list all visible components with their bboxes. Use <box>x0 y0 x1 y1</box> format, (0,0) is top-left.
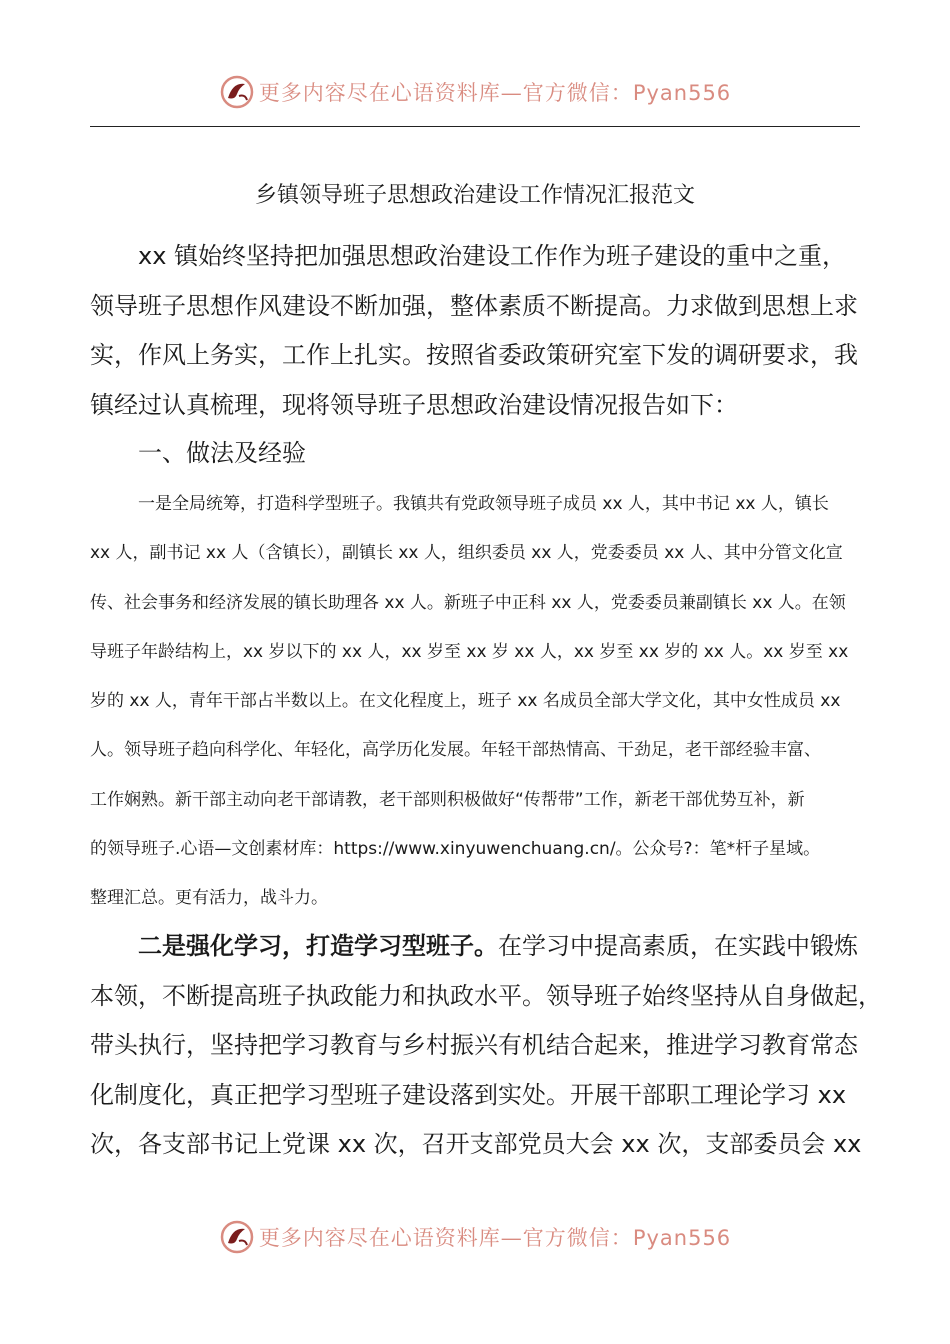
intro-line: xx 镇始终坚持把加强思想政治建设工作作为班子建设的重中之重， <box>138 242 847 270</box>
section2-line: 化制度化，真正把学习型班子建设落到实处。开展干部职工理论学习 xx <box>90 1080 847 1109</box>
section2-first-rest: 在学习中提高素质，在实践中锻炼 <box>498 932 858 960</box>
xinyu-logo-icon <box>219 1219 255 1255</box>
intro-line: 实，作风上务实，工作上扎实。按照省委政策研究室下发的调研要求，我 <box>90 341 858 369</box>
section1-line: 人。领导班子趋向科学化、年轻化，高学历化发展。年轻干部热情高、干劲足，老干部经验丰富、 <box>90 740 821 761</box>
section-heading-1: 一、做法及经验 <box>138 439 306 467</box>
section1-line: 导班子年龄结构上，xx 岁以下的 xx 人，xx 岁至 xx 岁 xx 人，xx 岁至 xx 岁的 xx 人。xx 岁至 xx <box>90 641 849 662</box>
header-wechat-id: Pyan556 <box>632 81 732 105</box>
section1-line: 一是全局统筹，打造科学型班子。我镇共有党政领导班子成员 xx 人，其中书记 xx 人，镇长 <box>138 494 829 514</box>
document-title: 乡镇领导班子思想政治建设工作情况汇报范文 <box>254 183 695 208</box>
section1-line: 的领导班子.心语—文创素材库：https://www.xinyuwenchuang.cn/。公众号?：笔*杆子星域。 <box>90 839 821 860</box>
header-banner <box>0 70 950 114</box>
intro-paragraph <box>90 232 860 430</box>
footer-banner-text: 更多内容尽在心语资料库—官方微信：Pyan556 <box>258 1226 732 1250</box>
section2-line: 带头执行，坚持把学习教育与乡村振兴有机结合起来，推进学习教育常态 <box>90 1031 858 1059</box>
header-divider <box>90 126 860 127</box>
intro-line: 领导班子思想作风建设不断加强，整体素质不断提高。力求做到思想上求 <box>90 291 858 320</box>
xinyu-logo-icon <box>219 74 255 110</box>
section1-line: 传、社会事务和经济发展的镇长助理各 xx 人。新班子中正科 xx 人，党委委员兼副镇长 xx 人。在领 <box>90 592 846 613</box>
header-banner-text: 更多内容尽在心语资料库—官方微信：Pyan556 <box>258 81 732 105</box>
section2-bold-heading: 二是强化学习，打造学习型班子。 <box>138 932 498 960</box>
section2-line: 本领，不断提高班子执政能力和执政水平。领导班子始终坚持从自身做起， <box>90 981 882 1010</box>
section2-paragraph <box>90 922 882 1170</box>
section1-line: xx 人，副书记 xx 人（含镇长），副镇长 xx 人，组织委员 xx 人，党委委员 xx 人、其中分管文化宣 <box>90 543 843 564</box>
intro-line: 镇经过认真梳理，现将领导班子思想政治建设情况报告如下： <box>90 390 738 419</box>
section1-line: 岁的 xx 人，青年干部占半数以上。在文化程度上，班子 xx 名成员全部大学文化，其中女性成员 xx <box>90 691 841 712</box>
section2-line: 次，各支部书记上党课 xx 次，召开支部党员大会 xx 次，支部委员会 xx <box>90 1130 862 1158</box>
section2-first-line <box>90 922 860 972</box>
section1-line: 整理汇总。更有活力，战斗力。 <box>90 888 328 909</box>
footer-banner <box>0 1215 950 1259</box>
footer-wechat-id: Pyan556 <box>632 1226 732 1250</box>
section1-paragraph <box>90 480 860 924</box>
section1-line: 工作娴熟。新干部主动向老干部请教，老干部则积极做好“传帮带”工作，新老干部优势互补，新 <box>90 789 805 810</box>
